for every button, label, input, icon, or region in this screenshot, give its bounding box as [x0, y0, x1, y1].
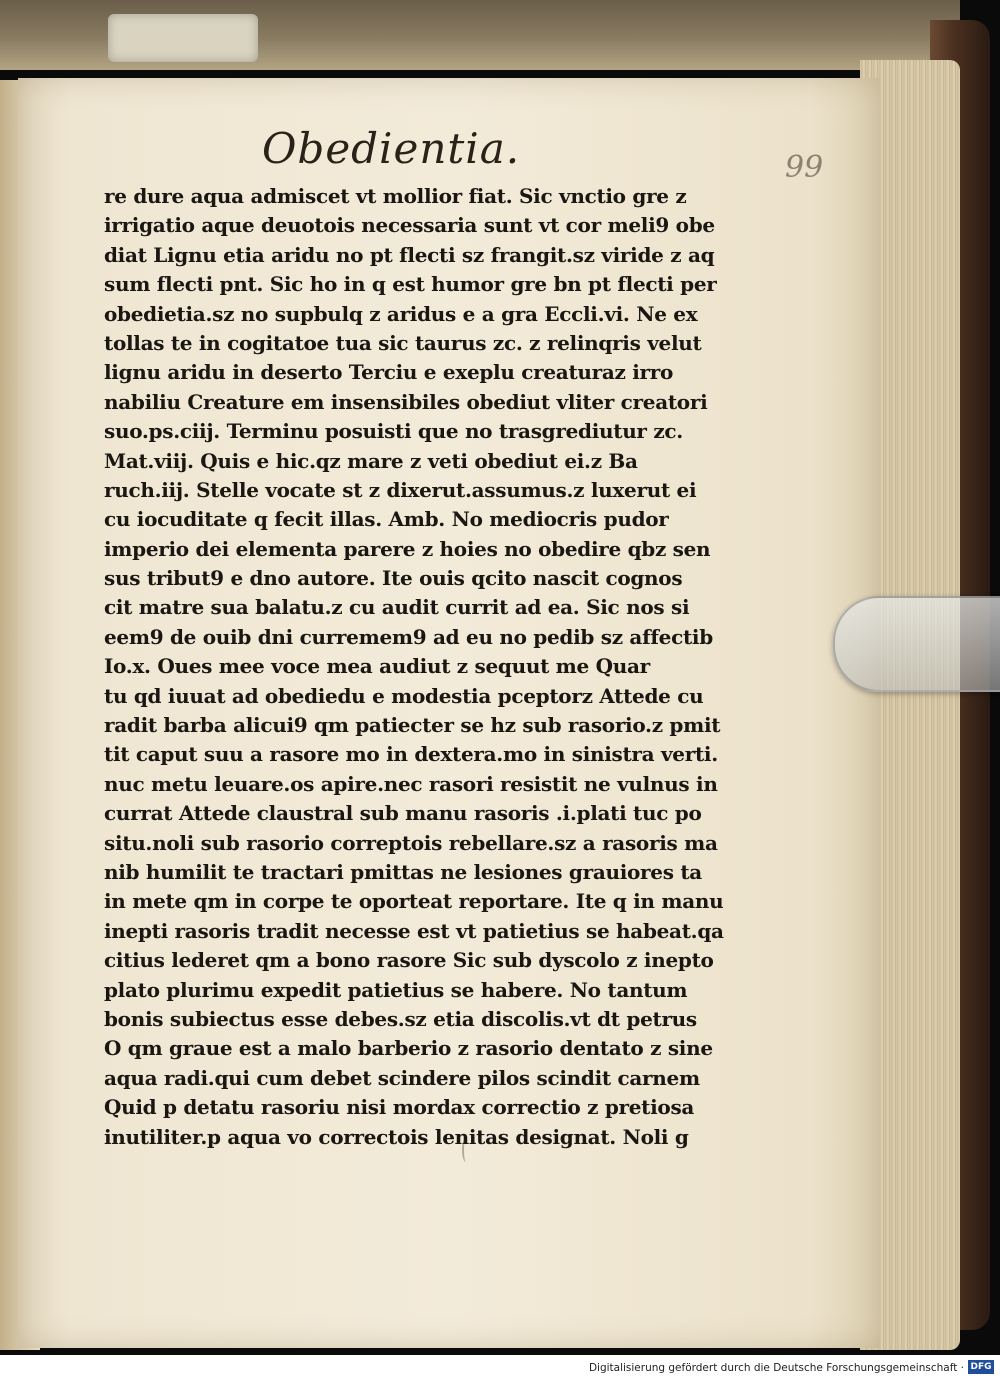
- text-line: sum flecti pnt. Sic ho in q est humor gre bn pt flecti per: [104, 272, 717, 297]
- text-line: aqua radi.qui cum debet scindere pilos scindit carnem: [104, 1065, 700, 1090]
- text-line: tit caput suu a rasore mo in dextera.mo in sinistra verti.: [104, 742, 718, 767]
- text-line: Quid p detatu rasoriu nisi mordax correctio z pretiosa: [104, 1095, 695, 1120]
- page-heading: Obedientia.: [262, 124, 521, 173]
- text-line: lignu aridu in deserto Terciu e exeplu creaturaz irro: [104, 360, 674, 385]
- credit-text: Digitalisierung gefördert durch die Deutsche Forschungsgemeinschaft ·: [588, 1362, 964, 1374]
- text-line: ruch.iij. Stelle vocate st z dixerut.assumus.z luxerut ei: [104, 477, 697, 502]
- text-line: plato plurimu expedit patietius se habere. No tantum: [104, 977, 688, 1002]
- text-line: nuc metu leuare.os apire.nec rasori resistit ne vulnus in: [104, 771, 718, 796]
- text-line: currat Attede claustral sub manu rasoris .i.plati tuc po: [104, 801, 702, 826]
- text-line: bonis subiectus esse debes.sz etia discolis.vt dt petrus: [104, 1006, 697, 1031]
- text-line: nib humilit te tractari pmittas ne lesiones grauiores ta: [104, 859, 702, 884]
- text-line: re dure aqua admiscet vt mollior fiat. Sic vnctio gre z: [104, 184, 687, 208]
- page-clip: [833, 596, 1000, 692]
- text-line: cit matre sua balatu.z cu audit currit ad ea. Sic nos si: [104, 595, 690, 620]
- folio-number: 99: [785, 150, 824, 185]
- text-line: suo.ps.ciij. Terminu posuisti que no trasgrediutur zc.: [104, 419, 683, 444]
- text-line: tu qd iuuat ad obediedu e modestia pceptorz Attede cu: [104, 683, 704, 708]
- text-line: imperio dei elementa parere z hoies no obedire qbz sen: [104, 536, 711, 561]
- text-line: tollas te in cogitatoe tua sic taurus zc. z relinqris velut: [104, 330, 702, 355]
- text-line: in mete qm in corpe te oporteat reportare. Ite q in manu: [104, 889, 724, 914]
- text-line: Io.x. Oues mee voce mea audiut z sequut me Quar: [104, 654, 650, 679]
- text-line: Mat.viij. Quis e hic.qz mare z veti obediut ei.z Ba: [104, 448, 638, 473]
- text-line: radit barba alicui9 qm patiecter se hz sub rasorio.z pmit: [104, 713, 721, 738]
- text-line: sus tribut9 e dno autore. Ite ouis qcito nascit cognos: [104, 566, 683, 591]
- credit-bar: [0, 1355, 1000, 1377]
- text-line: diat Lignu etia aridu no pt flecti sz frangit.sz viride z aq: [104, 242, 715, 267]
- text-line: inutiliter.p aqua vo correctois lenitas designat. Noli g: [104, 1124, 689, 1149]
- text-line: cu iocuditate q fecit illas. Amb. No mediocris pudor: [104, 507, 669, 532]
- text-line: nabiliu Creature em insensibiles obediut vliter creatori: [104, 389, 708, 414]
- text-line: eem9 de ouib dni curremem9 ad eu no pedib sz affectib: [104, 624, 713, 649]
- spine-label: [108, 14, 258, 62]
- dfg-logo[interactable]: DFG: [968, 1360, 994, 1374]
- text-line: citius lederet qm a bono rasore Sic sub dyscolo z inepto: [104, 948, 714, 973]
- text-column: [104, 182, 724, 1152]
- text-line: inepti rasoris tradit necesse est vt patietius se habeat.qa: [104, 918, 724, 943]
- text-line: obedietia.sz no supbulq z aridus e a gra Eccli.vi. Ne ex: [104, 301, 698, 326]
- text-line: O qm graue est a malo barberio z rasorio dentato z sine: [104, 1036, 713, 1061]
- ink-mark: [462, 1138, 470, 1162]
- text-line: situ.noli sub rasorio correptois rebellare.sz a rasoris ma: [104, 830, 718, 855]
- text-line: irrigatio aque deuotois necessaria sunt vt cor meli9 obe: [104, 213, 715, 238]
